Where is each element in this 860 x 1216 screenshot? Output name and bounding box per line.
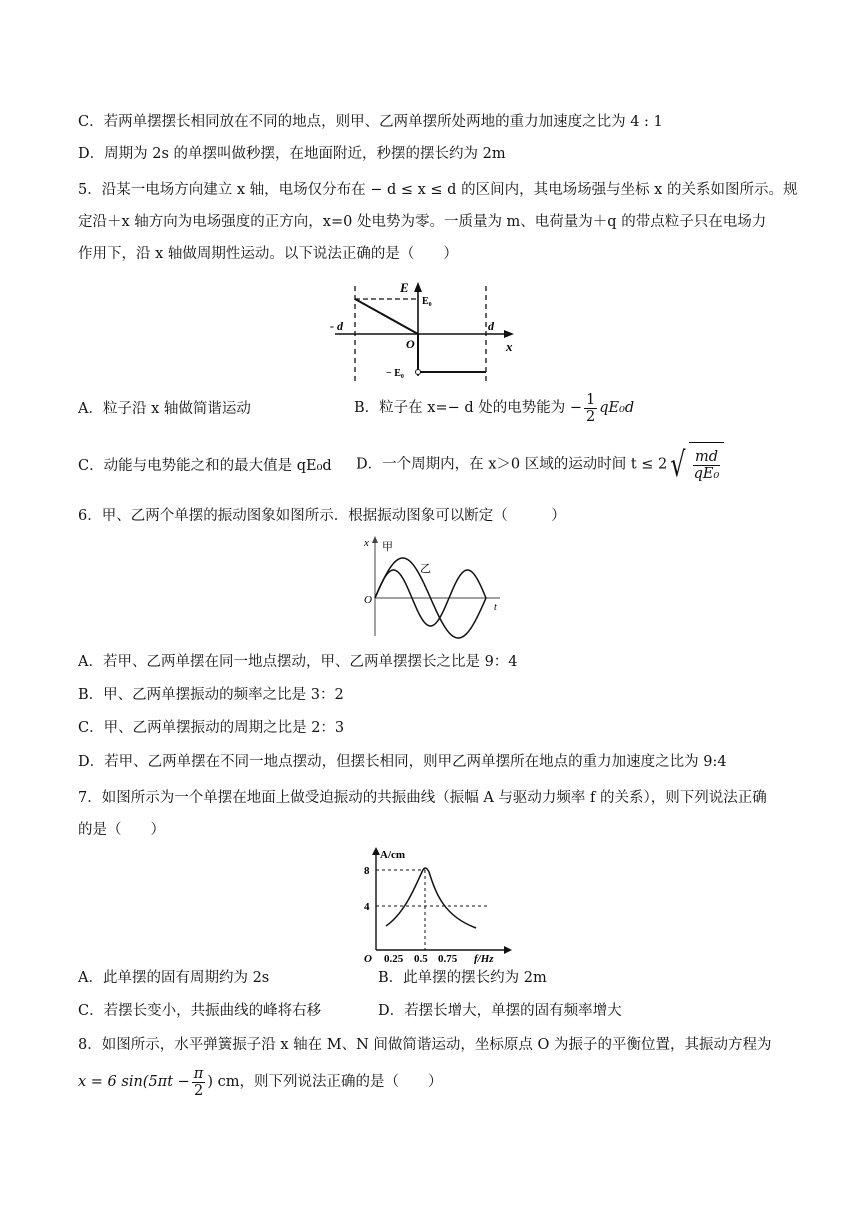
q6-option-b: B．甲、乙两单摆振动的频率之比是 3：2 xyxy=(78,687,344,703)
q8-equation-line xyxy=(78,1060,442,1104)
q5-option-b-suffix: qE₀d xyxy=(599,400,635,416)
q7-fig-y-label: A/cm xyxy=(380,849,406,861)
q7-option-d: D．若摆长增大，单摆的固有频率增大 xyxy=(378,1003,622,1019)
q6-oscillation-figure xyxy=(360,532,510,642)
q5-option-b xyxy=(354,386,634,430)
q8-equation-den: 2 xyxy=(193,1082,204,1099)
q8-equation-suffix: ) cm，则下列说法正确的是（ ） xyxy=(207,1074,443,1090)
q6-fig-yi-label: 乙 xyxy=(420,563,431,575)
q6-fig-x-label: x xyxy=(364,537,369,549)
q5-option-d-num: md xyxy=(694,448,718,465)
q6-option-c: C．甲、乙两单摆振动的周期之比是 2：3 xyxy=(78,720,345,736)
q6-stem: 6．甲、乙两个单摆的振动图象如图所示．根据振动图象可以断定（ ） xyxy=(78,508,566,524)
q8-equation-prefix: x = 6 sin(5πt − xyxy=(78,1074,190,1090)
q7-fig-origin: O xyxy=(364,953,372,964)
q5-fig-d-label: d xyxy=(488,319,494,333)
q5-stem-line-2: 定沿＋x 轴方向为电场强度的正方向，x=0 处电势为零。一质量为 m、电荷量为＋q 的带点粒子只在电场力 xyxy=(78,214,767,230)
q7-fig-x1: 0.25 xyxy=(384,953,404,964)
q7-option-c: C．若摆长变小，共振曲线的峰将右移 xyxy=(78,1003,322,1019)
q5-option-b-num: 1 xyxy=(586,391,596,408)
q5-option-b-prefix: B．粒子在 x=− d 处的电势能为 − xyxy=(354,400,582,416)
q7-fig-x3: 0.75 xyxy=(438,953,458,964)
q7-fig-y8: 8 xyxy=(364,865,370,877)
q7-resonance-curve xyxy=(386,868,476,928)
q5-fig-e-label: E xyxy=(400,280,409,295)
q8-equation-num: π xyxy=(193,1065,204,1082)
sqrt-symbol: √ xyxy=(670,444,686,485)
q7-stem-line-1: 7．如图所示为一个单摆在地面上做受迫振动的共振曲线（振幅 A 与驱动力频率 f 的关系），则下列说法正确 xyxy=(78,790,767,806)
q5-option-d xyxy=(356,442,724,487)
q7-option-a: A．此单摆的固有周期约为 2s xyxy=(78,970,270,986)
q5-option-a: A．粒子沿 x 轴做简谐运动 xyxy=(78,401,251,417)
q7-resonance-figure xyxy=(358,842,518,964)
q6-option-a: A．若甲、乙两单摆在同一地点摆动，甲、乙两单摆摆长之比是 9：4 xyxy=(78,654,518,670)
q7-fig-y4: 4 xyxy=(364,901,370,913)
q6-fig-origin: O xyxy=(364,594,372,606)
q7-fig-x2: 0.5 xyxy=(414,953,428,964)
q7-option-b: B．此单摆的摆长约为 2m xyxy=(378,970,547,986)
q5-fig-neg-e0-label: − E₀ xyxy=(386,368,404,379)
q4-option-d: D．周期为 2s 的单摆叫做秒摆，在地面附近，秒摆的摆长约为 2m xyxy=(78,146,506,162)
q5-field-figure xyxy=(320,276,520,386)
q6-option-d: D．若甲、乙两单摆在不同一地点摆动，但摆长相同，则甲乙两单摆所在地点的重力加速度之比为 9:4 xyxy=(78,754,727,770)
q5-fig-origin-label: O xyxy=(406,337,415,351)
q8-stem-line-1: 8．如图所示，水平弹簧振子沿 x 轴在 M、N 间做简谐运动，坐标原点 O 为振子的平衡位置，其振动方程为 xyxy=(78,1037,772,1053)
q5-option-d-prefix: D．一个周期内，在 x＞0 区域的运动时间 t ≤ 2 xyxy=(356,456,668,473)
q8-equation-fraction xyxy=(192,1066,206,1099)
q5-fig-e0-label: E₀ xyxy=(422,296,432,307)
q5-option-d-fraction xyxy=(693,449,720,482)
q7-stem-line-2: 的是（ ） xyxy=(78,822,165,838)
q6-fig-jia-label: 甲 xyxy=(382,541,393,553)
q5-option-d-den: qE₀ xyxy=(693,465,720,482)
q7-fig-x-label: f/Hz xyxy=(474,953,494,964)
q5-fig-x-label: x xyxy=(506,339,513,354)
q5-option-b-fraction xyxy=(584,392,597,425)
q5-stem-line-3: 作用下，沿 x 轴做周期性运动。以下说法正确的是（ ） xyxy=(78,246,458,262)
q5-option-d-sqrt xyxy=(689,442,724,487)
q6-fig-t-label: t xyxy=(494,602,497,613)
q5-option-c: C．动能与电势能之和的最大值是 qE₀d xyxy=(78,458,332,474)
q5-option-b-den: 2 xyxy=(586,408,596,425)
q5-fig-neg-d-label: - d xyxy=(330,319,343,333)
q5-stem-line-1: 5．沿某一电场方向建立 x 轴，电场仅分布在 − d ≤ x ≤ d 的区间内，其电场场强与坐标 x 的关系如图所示。规 xyxy=(78,182,798,198)
q4-option-c: C．若两单摆摆长相同放在不同的地点，则甲、乙两单摆所处两地的重力加速度之比为 4 : 1 xyxy=(78,114,663,130)
